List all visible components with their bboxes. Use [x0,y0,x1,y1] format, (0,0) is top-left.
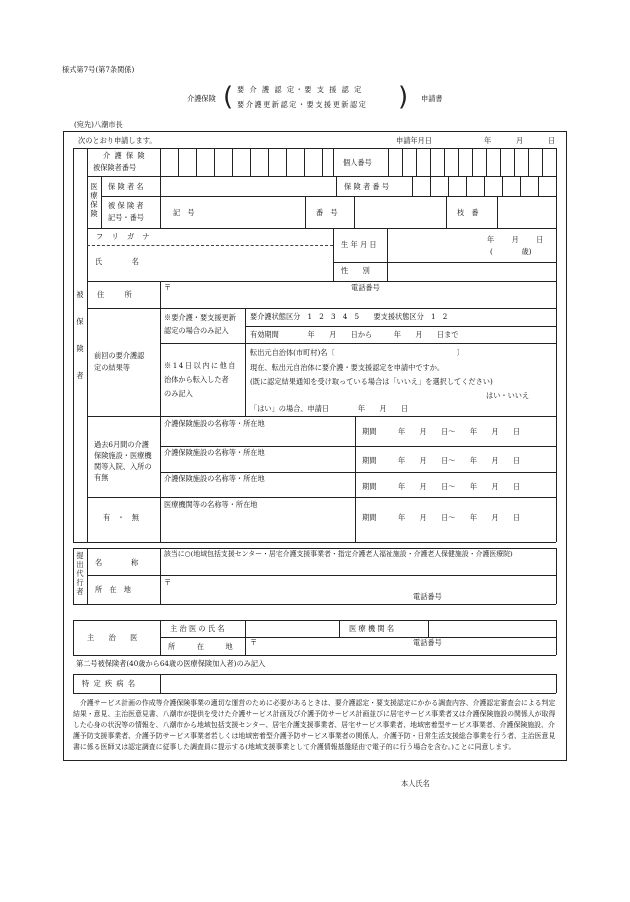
addressee: (宛先)八潮市長 [74,120,123,129]
edaban-label: 枝 番 [457,208,479,217]
application-day: 日 [548,136,556,145]
insurer-number-label: 保 険 者 番 号 [344,182,390,191]
facility-row-1-name: 介護保険施設の名称等・所在地 [164,419,265,428]
title-option-initial: 要 介 護 認 定・要 支 援 認 定 [237,85,363,94]
form-number: 様式第7号(第7条関係) [62,65,135,74]
facility-row-4-period: 期間 年 月 日〜 年 月 日 [362,513,521,522]
facility-label-1: 過去6月間の介護 [94,440,149,449]
age-field: ( 歳) [490,247,532,256]
address-postal-mark: 〒 [164,283,172,292]
previous-result-label-2: 定の結果等 [94,363,130,372]
facility-row-2-period: 期間 年 月 日〜 年 月 日 [362,456,521,465]
application-year: 年 [484,136,492,145]
sex-label: 性 別 [341,266,370,275]
birth-date-ymd: 年 月 日 [487,235,545,244]
doctor-location-label: 所 在 地 [168,642,233,651]
address-phone-label: 電話番号 [351,283,380,292]
kigo-label: 記 号 [173,208,195,217]
title-option-renewal: 要介護更新認定・要支援更新認定 [237,100,368,109]
agent-phone-label: 電話番号 [413,592,442,601]
insured-code-label-1: 被 保 険 者 [108,201,144,210]
facility-yes-no[interactable]: 有 ・ 無 [103,513,139,522]
address-label: 住 所 [97,290,134,299]
facility-row-1-period: 期間 年 月 日〜 年 月 日 [362,427,521,436]
insurance-number-label-2: 被保険者番号 [93,163,137,172]
doctor-name-label: 主 治 医 の 氏 名 [170,624,225,633]
insured-code-label-2: 記号・番号 [108,213,144,222]
consent-text: 介護サービス計画の作成等介護保険事業の適切な運営のために必要があるときは、要介護認定・要支援認定にかかる調査内容、介護認定審査会による判定結果・意見、主治医意見書、八潮市が提供を受けた介護サービス計画及び介護予防サービス計画並びに居宅サービス事業者又は介護保険施設の関係人が取得した心身の状況等の情報を、八潮市から地域包括支援センター、居宅介護支援事業者、居宅サービス事業者、地域密着型サービス事業者、介護保険施設、介護予防支援事業者、介護予防サービス事業者若しくは地域密着型介護予防サービス事業者の関係人、介護予防・日常生活支援総合事業を行う者、主治医意見書に係る医師又は認定調査に従事した調査員に提示する(地域支援事業として介護情報基盤経由で電子的に行う場合を含む。)ことに同意します。 [73,699,556,752]
title-suffix: 申請書 [421,94,443,103]
right-brace: ) [398,82,409,112]
transfer-note-1: ※14日以内に他自 [164,361,237,370]
valid-period: 有効期間 年 月 日から 年 月 日まで [250,330,459,339]
application-date-label: 申請年月日 [396,136,432,145]
signature-label: 本人氏名 [401,779,430,788]
facility-row-2-name: 介護保険施設の名称等・所在地 [164,448,265,457]
transfer-note-2: 治体から転入した者 [164,375,229,384]
care-level-options[interactable]: 要介護状態区分 1 2 3 4 5 要支援状態区分 1 2 [250,312,448,321]
agent-location-label: 所 在 地 [95,585,131,594]
bango-label: 番 号 [316,208,338,217]
yes-no-choice[interactable]: はい・いいえ [486,391,530,400]
origin-municipality: 転出元自治体(市町村)名〔 〕 [250,348,465,357]
name-label: 氏 名 [95,257,141,266]
medical-insurance-side-label: 医 療 保 険 [90,182,98,218]
pending-question: 現在、転出元自治体に要介護・要支援認定を申請中ですか。 [250,363,445,372]
facility-label-4: 有無 [94,473,109,482]
facility-row-4-name: 医療機関等の名称等・所在地 [164,500,258,509]
insurer-name-label: 保 険 者 名 [108,182,144,191]
specified-disease-label: 特 定 疾 病 名 [82,679,137,688]
doctor-postal-mark: 〒 [250,638,258,647]
facility-label-3: 関等入院、入所の [94,462,152,471]
attending-doctor-label: 主 治 医 [87,633,138,642]
previous-result-label-1: 前回の要介護認 [94,351,145,360]
pending-question-note: (既に認定結果通知を受け取っている場合は「いいえ」を選択してください) [250,377,493,386]
left-brace: ( [223,82,234,112]
intro-text: 次のとおり申請します。 [78,136,157,145]
agent-side-label: 提 出 代 行 者 [76,551,84,596]
transfer-note-3: のみ記入 [164,389,193,398]
title-prefix: 介護保険 [187,94,216,103]
agent-postal-mark: 〒 [164,578,172,587]
insured-side-label: 被 保 険 者 [76,290,84,380]
furigana-label: フ リ ガ ナ [96,232,153,241]
facility-label-2: 保険施設・医療機 [94,451,152,460]
application-month: 月 [516,136,524,145]
insurance-number-label-1: 介 護 保 険 [103,151,146,160]
medical-institution-label: 医 療 機 関 名 [349,624,395,633]
facility-row-3-period: 期間 年 月 日〜 年 月 日 [362,482,521,491]
second-type-note: 第二号被保険者(40歳から64歳の医療保険加入者)のみ記入 [76,659,266,668]
if-yes-application-date: 「はい」の場合、申請日 年 月 日 [250,404,409,413]
agent-name-label: 名 称 [95,558,139,567]
birth-date-label: 生 年 月 日 [341,240,377,249]
personal-number-label: 個人番号 [343,158,372,167]
renewal-note-1: ※要介護・要支援更新 [164,313,236,322]
renewal-note-2: 認定の場合のみ記入 [164,326,229,335]
agent-type-note: 該当に○(地域包括支援センター・居宅介護支援事業者・指定介護老人福祉施設・介護老人保健施設・介護医療院) [164,550,513,558]
doctor-phone-label: 電話番号 [413,638,442,647]
facility-row-3-name: 介護保険施設の名称等・所在地 [164,474,265,483]
